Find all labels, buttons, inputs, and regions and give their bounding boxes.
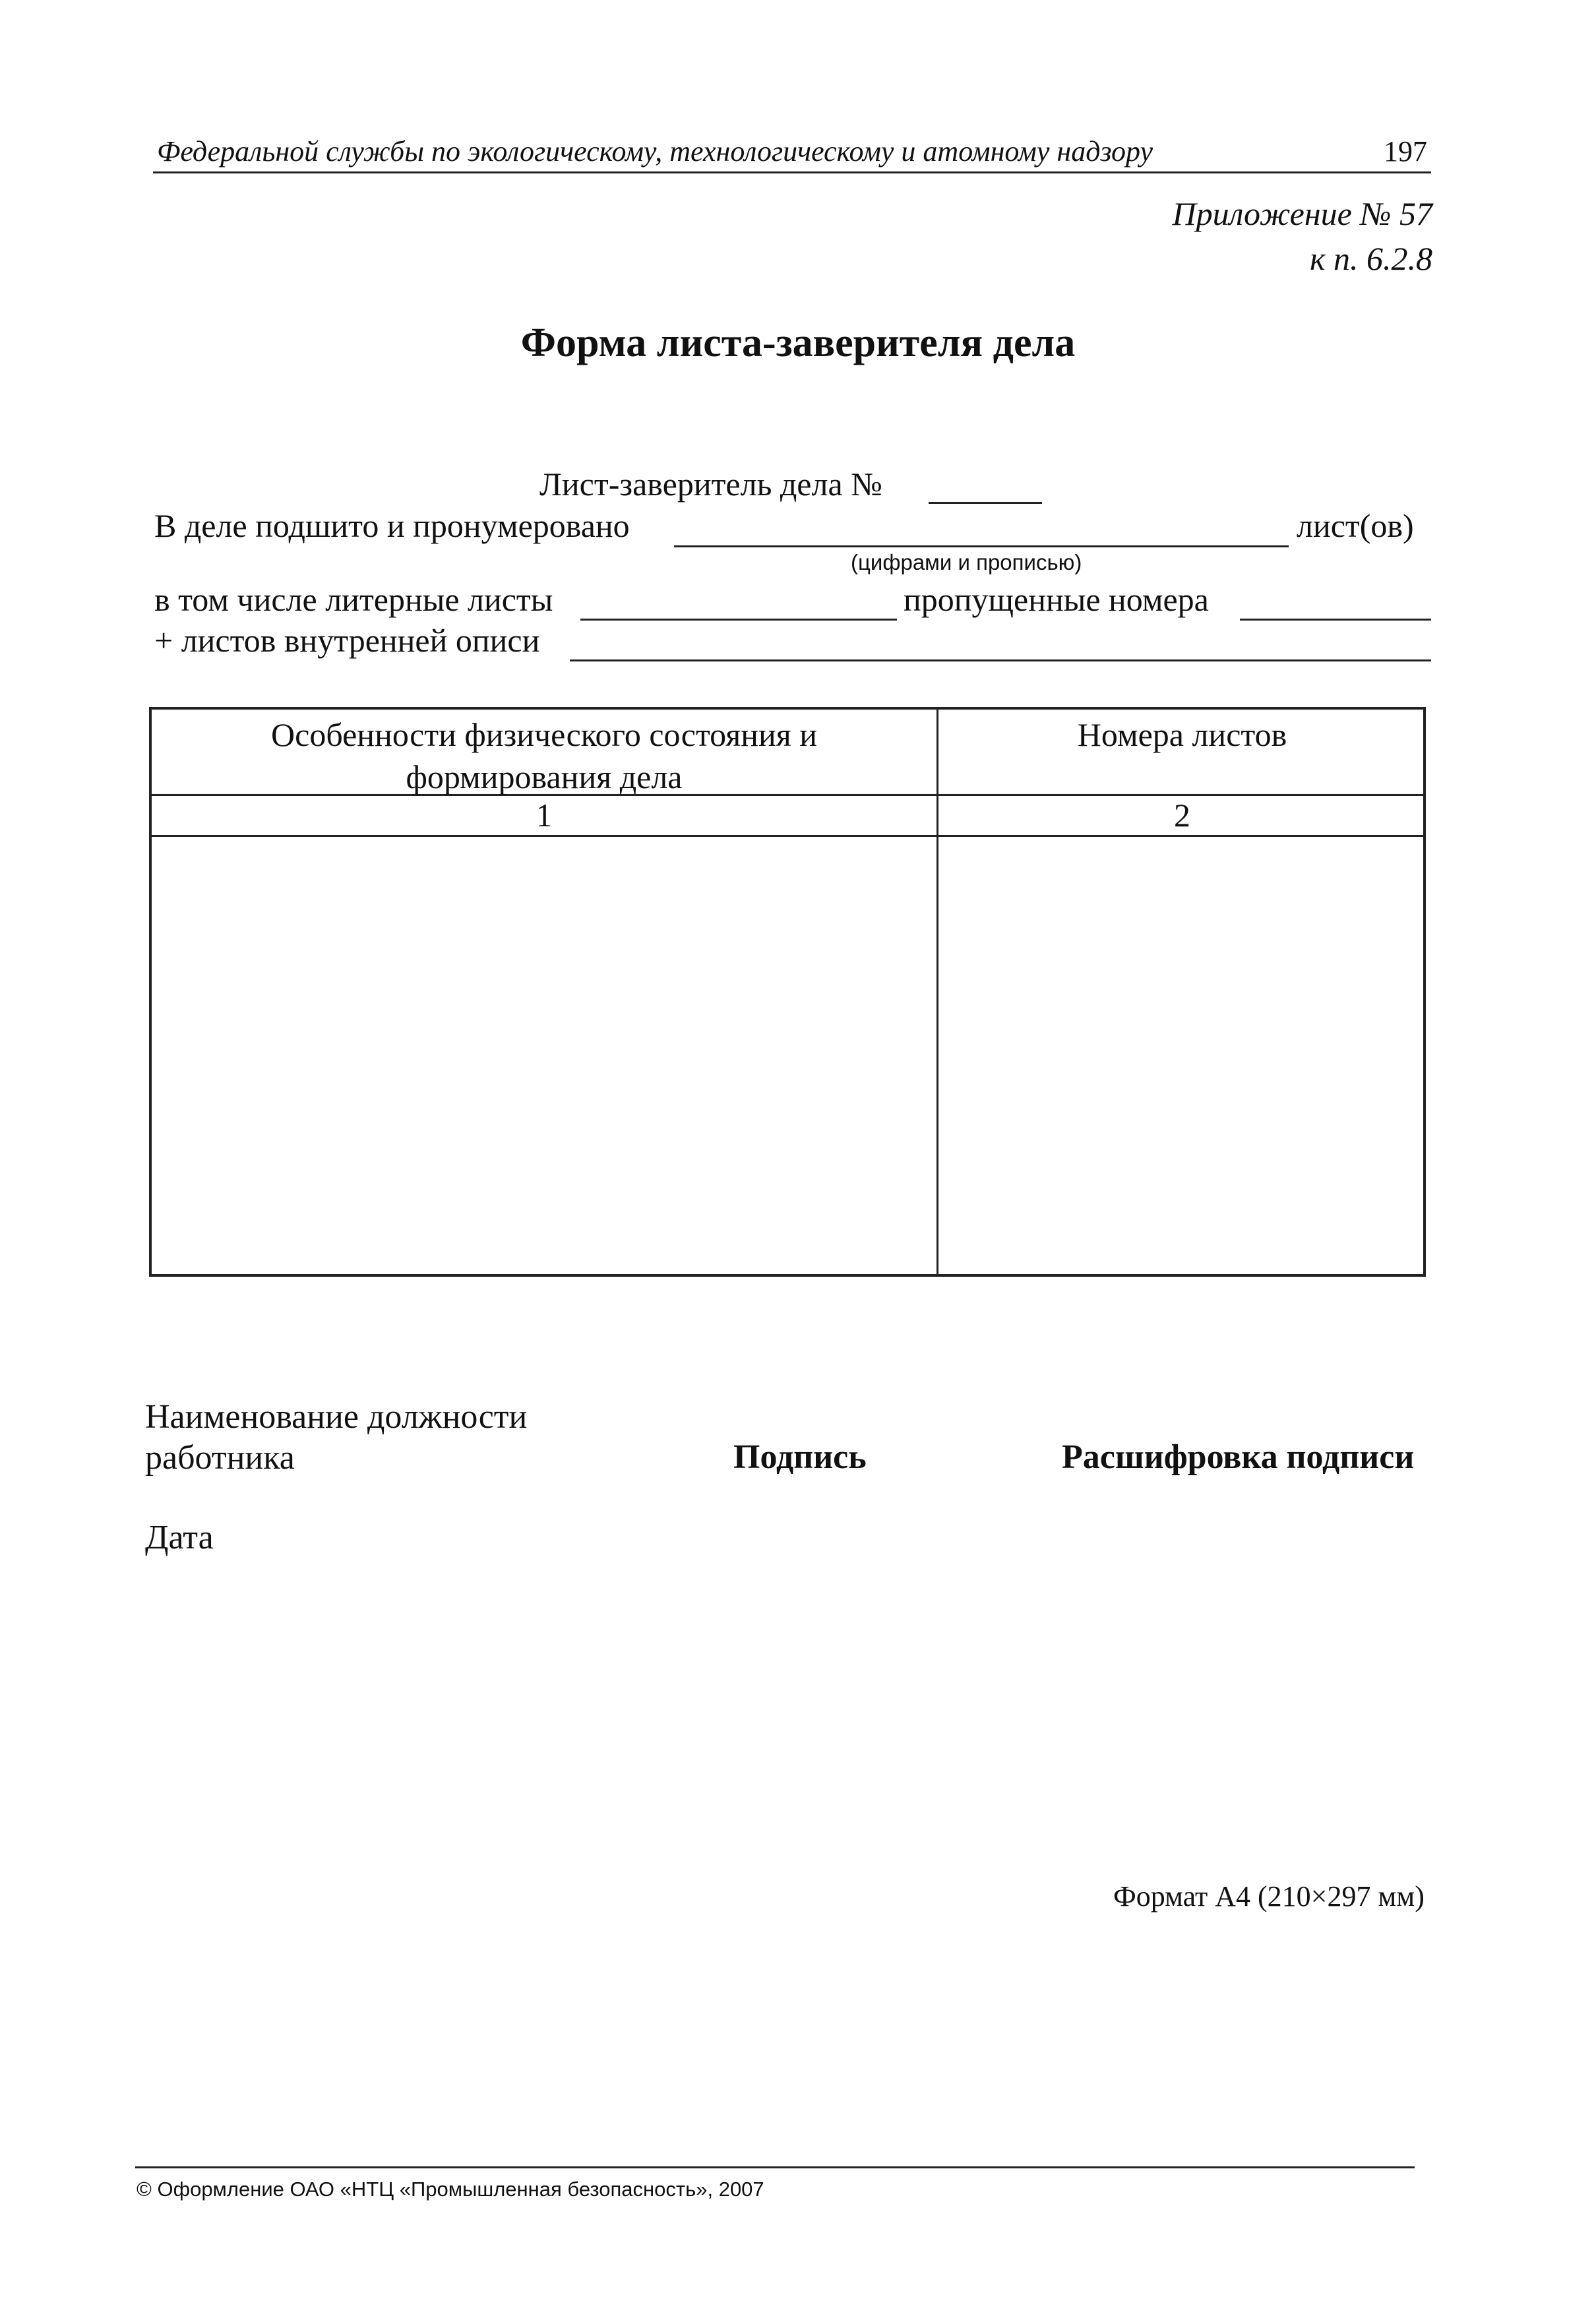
sheet-numbers-cell[interactable] [938, 838, 1426, 1274]
sheets-count-field[interactable] [674, 545, 1289, 547]
signature-decode-label: Расшифровка подписи [1062, 1438, 1415, 1476]
appendix-reference [1173, 191, 1432, 281]
form-title: Форма листа-заверителя дела [520, 321, 1076, 365]
running-header-title: Федеральной службы по экологическому, технологическому и атомному надзору [157, 135, 1153, 168]
footer-divider [135, 2166, 1415, 2168]
sheets-suffix: лист(ов) [1297, 507, 1414, 544]
column-number-2: 2 [1174, 797, 1190, 834]
header-condition: Особенности физического состояния и формирования дела [271, 716, 817, 795]
inner-inventory-label: + листов внутренней описи [154, 622, 540, 659]
case-number-field[interactable] [929, 502, 1042, 504]
signature-label: Подпись [733, 1438, 867, 1476]
numbers-row-line [152, 835, 1423, 837]
condition-table [149, 707, 1426, 1277]
format-note: Формат А4 (210×297 мм) [1113, 1880, 1425, 1912]
inner-inventory-field[interactable] [570, 659, 1431, 661]
missing-numbers-field[interactable] [1240, 619, 1431, 621]
running-header [153, 135, 1431, 173]
column-number-1: 1 [536, 797, 553, 834]
page-number: 197 [1384, 135, 1427, 168]
sheets-count-hint: (цифрами и прописью) [851, 550, 1082, 574]
condition-cell[interactable] [152, 838, 936, 1274]
date-label: Дата [145, 1519, 214, 1556]
missing-numbers-label: пропущенные номера [904, 581, 1209, 618]
position-label: Наименование должности работника [145, 1398, 528, 1477]
letter-sheets-label: в том числе литерные листы [154, 581, 553, 618]
footer-copyright: © Оформление ОАО «НТЦ «Промышленная безопасность», 2007 [137, 2178, 764, 2201]
header-sheet-numbers: Номера листов [1077, 716, 1287, 753]
case-number-label: Лист-заверитель дела № [539, 466, 882, 503]
sheets-count-label: В деле подшито и пронумеровано [154, 507, 630, 544]
letter-sheets-field[interactable] [580, 619, 897, 621]
appendix-clause: к п. 6.2.8 [1310, 240, 1432, 277]
appendix-label: Приложение № 57 [1172, 195, 1432, 232]
